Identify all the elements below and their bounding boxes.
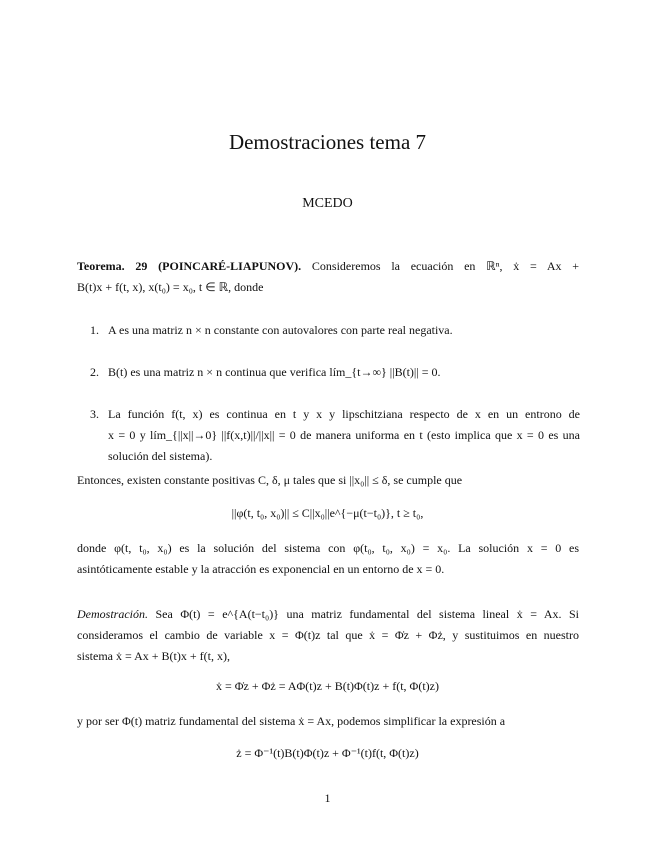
stability-inequality: ||φ(t, t₀, x₀)|| ≤ C||x₀||e^{−μ(t−t₀)}, t ≥ t₀,	[231, 506, 424, 520]
page-title: Demostraciones tema 7	[228, 130, 427, 154]
proof-text-1: Sea Φ(t) = e^{A(t−t₀)} una matriz fundamental del sistema lineal ẋ = Ax. Si	[155, 607, 579, 621]
proof-equation-2: ż = Φ⁻¹(t)B(t)Φ(t)z + Φ⁻¹(t)f(t, Φ(t)z)	[236, 746, 419, 760]
proof-line-1	[77, 604, 579, 625]
conclusion-line-3: asintóticamente estable y la atracción es exponencial en un entorno de x = 0.	[77, 562, 445, 576]
theorem-label: Teorema. 29 (POINCARÉ-LIAPUNOV).	[77, 259, 302, 273]
hypotheses-list	[90, 320, 580, 467]
proof-line-2: consideramos el cambio de variable x = Φ(t)z tal que ẋ = Φ̇z + Φż, y sustituimos en nuestro	[77, 628, 579, 642]
proof-label: Demostración.	[77, 607, 148, 621]
author: MCEDO	[302, 196, 353, 211]
list-item	[90, 362, 580, 383]
item-line: solución del sistema).	[108, 449, 213, 463]
item-line: x = 0 y lím_{||x||→0} ||f(x,t)||/||x|| = 0 de manera uniforma en t (esto implica que x = 0 es una	[108, 428, 580, 442]
proof-line-3: sistema ẋ = Ax + B(t)x + f(t, x),	[77, 649, 230, 663]
proof-text	[77, 604, 579, 667]
item-line: La función f(t, x) es continua en t y x y lipschitziana respecto de x en un entrono de	[108, 407, 580, 421]
item-line: A es una matriz n × n constante con autovalores con parte real negativa.	[108, 323, 453, 337]
theorem-line-2: B(t)x + f(t, x), x(t₀) = x₀, t ∈ ℝ, donde	[77, 280, 264, 294]
page-number: 1	[324, 791, 331, 805]
item-number: 2.	[90, 365, 99, 379]
item-line: B(t) es una matriz n × n continua que verifica lím_{t→∞} ||B(t)|| = 0.	[108, 365, 441, 379]
item-number: 1.	[90, 323, 99, 337]
proof-line-4: y por ser Φ(t) matriz fundamental del sistema ẋ = Ax, podemos simplificar la expresión a	[77, 714, 506, 728]
theorem-statement	[77, 256, 579, 298]
item-number: 3.	[90, 407, 99, 421]
conclusion-text	[77, 538, 579, 580]
conclusion-line-2: donde φ(t, t₀, x₀) es la solución del sistema con φ(t₀, t₀, x₀) = x₀. La solución x = 0 es	[77, 541, 579, 555]
list-item	[90, 404, 580, 467]
theorem-text-1: Consideremos la ecuación en ℝⁿ, ẋ = Ax +	[311, 259, 580, 273]
theorem-line-1	[77, 256, 579, 277]
conclusion-intro: Entonces, existen constante positivas C, δ, μ tales que si ||x₀|| ≤ δ, se cumple que	[77, 473, 463, 487]
proof-equation-1: ẋ = Φ̇z + Φż = AΦ(t)z + B(t)Φ(t)z + f(t, Φ(t)z)	[216, 679, 439, 693]
list-item	[90, 320, 580, 341]
